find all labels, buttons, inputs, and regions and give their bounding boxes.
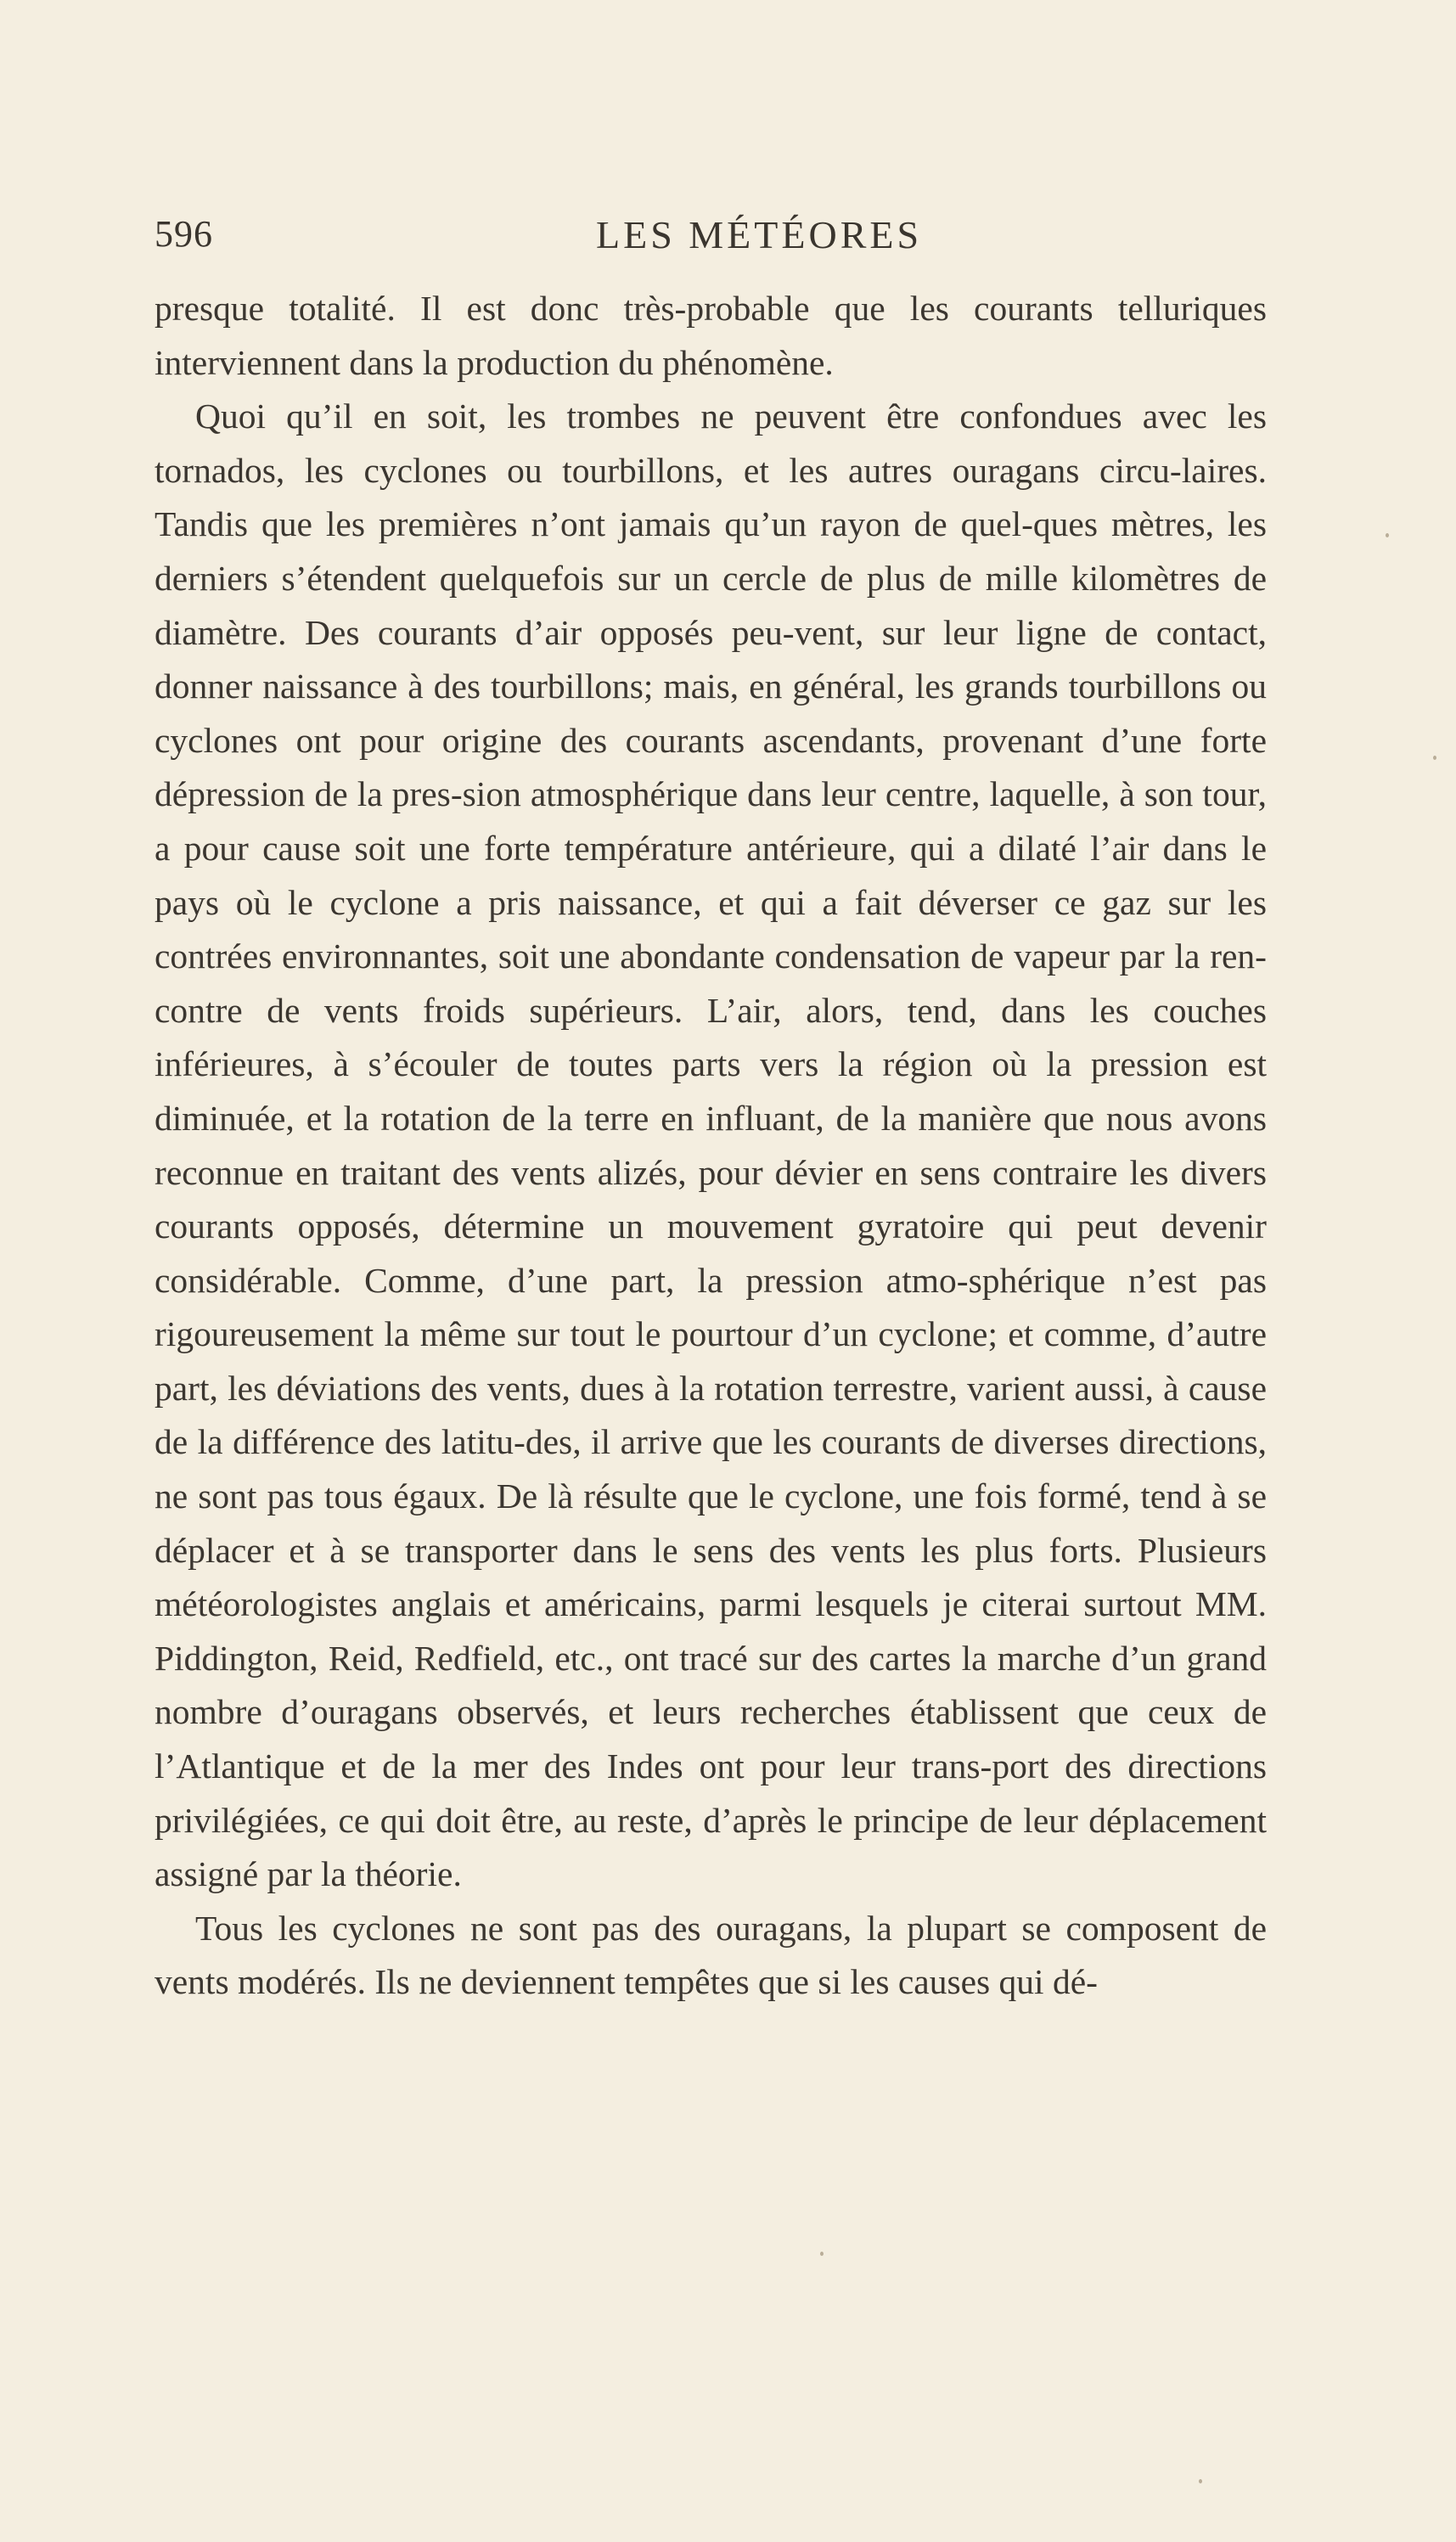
running-head xyxy=(155,212,1258,263)
paper-speck xyxy=(1199,2479,1202,2483)
paragraph-3: Tous les cyclones ne sont pas des ouragans, la plupart se composent de vents modérés. Ils ne deviennent tempêtes que si les causes qui dé- xyxy=(155,1908,1267,2002)
paragraph-1: presque totalité. Il est donc très-probable que les courants telluriques interviennent dans la production du phénomène. xyxy=(155,289,1267,382)
body-text xyxy=(155,282,1267,2010)
paper-speck xyxy=(1433,756,1436,760)
page-number: 596 xyxy=(155,213,213,255)
paper-speck xyxy=(1386,533,1389,537)
running-title: LES MÉTÉORES xyxy=(596,213,923,256)
paragraph-2: Quoi qu’il en soit, les trombes ne peuvent être confondues avec les tornados, les cyclones ou tourbillons, et les autres ouragans circu-laires. Tandis que les premières n’ont jamais qu’un rayon de quel-ques mètres, les derniers s’étendent quelquefois sur un cercle de plus de mille kilomètres de diamètre. Des courants d’air opposés peu-vent, sur leur ligne de contact, donner naissance à des tourbillons; mais, en général, les grands tourbillons ou cyclones ont pour origine des courants ascendants, provenant d’une forte dépression de la pres-sion atmosphérique dans leur centre, laquelle, à son tour, a pour cause soit une forte température antérieure, qui a dilaté l’air dans le pays où le cyclone a pris naissance, et qui a fait déverser ce gaz sur les contrées environnantes, soit une abondante condensation de vapeur par la ren-contre de vents froids supérieurs. L’air, alors, tend, dans les couches inférieures, à s’écouler de toutes parts vers la région où la pression est diminuée, et la rotation de la terre en influant, de la manière que nous avons reconnue en traitant des vents alizés, pour dévier en sens contraire les divers courants opposés, détermine un mouvement gyratoire qui peut devenir considérable. Comme, d’une part, la pression atmo-sphérique n’est pas rigoureusement la même sur tout le pourtour d’un cyclone; et comme, d’autre part, les déviations des vents, dues à la rotation terrestre, varient aussi, à cause de la différence des latitu-des, il arrive que les courants de diverses directions, ne sont pas tous égaux. De là résulte que le cyclone, une fois formé, tend à se déplacer et à se transporter dans le sens des vents les plus forts. Plusieurs météorologistes anglais et américains, parmi lesquels je citerai surtout MM. Piddington, Reid, Redfield, etc., ont tracé sur des cartes la marche d’un grand nombre d’ouragans observés, et leurs recherches établissent que ceux de l’Atlantique et de la mer des Indes ont pour leur trans-port des directions privilégiées, ce qui doit être, au reste, d’après le principe de leur déplacement assigné par la théorie. xyxy=(155,396,1267,1894)
paper-speck xyxy=(820,2252,824,2256)
